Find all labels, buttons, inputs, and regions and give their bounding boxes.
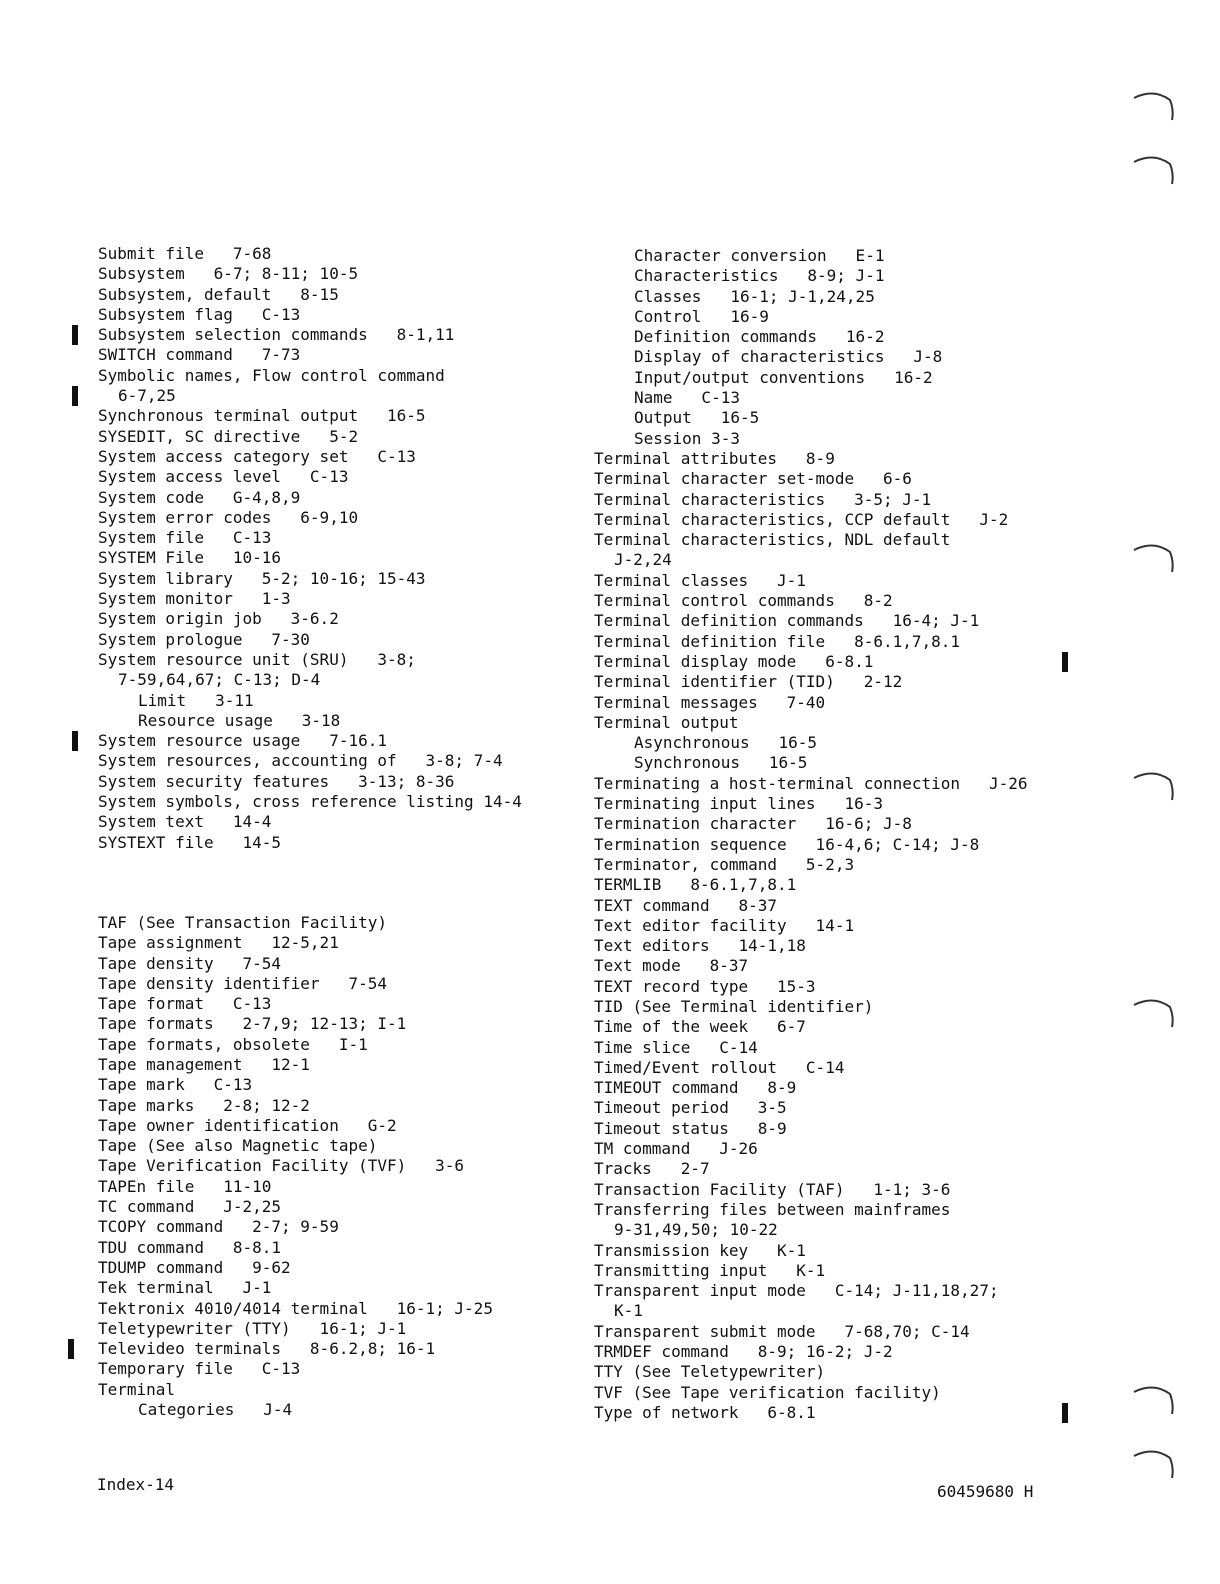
index-entry: Asynchronous 16-5 [634, 733, 818, 753]
index-entry: Subsystem, default 8-15 [98, 284, 339, 304]
index-entry: Subsystem 6-7; 8-11; 10-5 [98, 264, 359, 284]
index-entry: System access category set C-13 [98, 446, 416, 466]
index-column-left [98, 244, 578, 1420]
index-entry: System access level C-13 [98, 467, 349, 487]
index-entry: System monitor 1-3 [98, 589, 291, 609]
index-entry: Tape assignment 12-5,21 [98, 933, 339, 953]
index-entry: Temporary file C-13 [98, 1359, 301, 1379]
index-entry: Text editor facility 14-1 [594, 915, 855, 935]
index-entry: TERMLIB 8-6.1,7,8.1 [594, 875, 797, 895]
index-entry: Terminal display mode 6-8.1 [594, 652, 1114, 672]
index-entry: Termination character 16-6; J-8 [594, 814, 912, 834]
index-entry: Transaction Facility (TAF) 1-1; 3-6 [594, 1179, 951, 1199]
index-entry: Terminal characteristics 3-5; J-1 [594, 489, 932, 509]
index-entry: Subsystem flag C-13 [98, 304, 301, 324]
index-entry: Definition commands 16-2 [634, 327, 885, 347]
binder-hole-mark [1132, 88, 1176, 128]
index-entry: System security features 3-13; 8-36 [98, 771, 455, 791]
index-entry: Terminal character set-mode 6-6 [594, 469, 912, 489]
index-entry: Symbolic names, Flow control command [98, 365, 445, 385]
index-entry: TEXT command 8-37 [594, 895, 778, 915]
index-entry: Tape marks 2-8; 12-2 [98, 1095, 310, 1115]
index-entry: 7-59,64,67; C-13; D-4 [118, 670, 321, 690]
change-bar [1062, 1403, 1068, 1423]
index-entry: System resources, accounting of 3-8; 7-4 [98, 751, 503, 771]
change-bar [68, 1339, 74, 1359]
index-entry: Tape format C-13 [98, 994, 272, 1014]
page-label: Index-14 [97, 1475, 175, 1494]
index-entry: Terminating input lines 16-3 [594, 794, 883, 814]
index-entry: 6-7,25 [98, 386, 578, 406]
index-entry: Terminal [98, 1379, 176, 1399]
index-entry: Time of the week 6-7 [594, 1017, 806, 1037]
index-entry: Transmitting input K-1 [594, 1260, 826, 1280]
index-entry: Termination sequence 16-4,6; C-14; J-8 [594, 834, 980, 854]
change-bar [72, 325, 78, 345]
index-entry: Terminator, command 5-2,3 [594, 854, 855, 874]
index-entry: TRMDEF command 8-9; 16-2; J-2 [594, 1342, 893, 1362]
index-entry: Categories J-4 [138, 1400, 293, 1420]
index-entry: Tape density 7-54 [98, 953, 282, 973]
index-entry: SYSEDIT, SC directive 5-2 [98, 426, 359, 446]
binder-hole-mark [1132, 768, 1176, 808]
binder-hole-mark [1132, 540, 1176, 580]
index-entry: Terminal control commands 8-2 [594, 591, 893, 611]
index-entry: Terminal attributes 8-9 [594, 448, 835, 468]
index-entry: Terminal characteristics, CCP default J-2 [594, 509, 1009, 529]
index-entry: TCOPY command 2-7; 9-59 [98, 1217, 339, 1237]
index-entry: Terminal identifier (TID) 2-12 [594, 672, 903, 692]
index-entry: Terminal definition file 8-6.1,7,8.1 [594, 631, 961, 651]
index-entry: TAF (See Transaction Facility) [98, 912, 387, 932]
index-entry: Resource usage 3-18 [138, 710, 341, 730]
index-group-t [98, 913, 578, 1420]
index-entry: J-2,24 [614, 550, 672, 570]
index-entry: Transparent submit mode 7-68,70; C-14 [594, 1321, 970, 1341]
change-bar [72, 386, 78, 406]
section-gap [98, 853, 578, 913]
index-entry: 9-31,49,50; 10-22 [614, 1220, 778, 1240]
index-entry: Tape density identifier 7-54 [98, 973, 387, 993]
index-entry: Character conversion E-1 [634, 246, 885, 265]
index-entry: Terminal messages 7-40 [594, 692, 826, 712]
index-entry: Tracks 2-7 [594, 1159, 710, 1179]
index-entry: K-1 [614, 1301, 643, 1321]
index-entry: TVF (See Tape verification facility) [594, 1382, 941, 1402]
index-entry: Text editors 14-1,18 [594, 936, 806, 956]
index-entry: Terminal classes J-1 [594, 570, 806, 590]
index-entry: Timeout status 8-9 [594, 1118, 787, 1138]
index-entry: Subsystem selection commands 8-1,11 [98, 325, 578, 345]
index-entry: Transparent input mode C-14; J-11,18,27; [594, 1281, 999, 1301]
index-entry: TDUMP command 9-62 [98, 1257, 291, 1277]
index-entry: Classes 16-1; J-1,24,25 [634, 286, 875, 306]
index-entry: Televideo terminals 8-6.2,8; 16-1 [98, 1339, 578, 1359]
index-entry: System resource unit (SRU) 3-8; [98, 649, 416, 669]
index-entry: TC command J-2,25 [98, 1197, 282, 1217]
index-entry: Session 3-3 [634, 428, 740, 448]
index-entry: Terminal characteristics, NDL default [594, 530, 951, 550]
index-entry: Type of network 6-8.1 [594, 1403, 1114, 1423]
index-entry: TEXT record type 15-3 [594, 976, 816, 996]
index-entry: Tek terminal J-1 [98, 1278, 272, 1298]
index-entry: Timed/Event rollout C-14 [594, 1057, 845, 1077]
index-entry: SYSTEXT file 14-5 [98, 832, 282, 852]
index-entry: Tektronix 4010/4014 terminal 16-1; J-25 [98, 1298, 493, 1318]
index-entry: Text mode 8-37 [594, 956, 749, 976]
binder-hole-mark [1132, 152, 1176, 192]
index-entry: Control 16-9 [634, 306, 769, 326]
change-bar [1062, 652, 1068, 672]
binder-hole-mark [1132, 995, 1176, 1035]
index-entry: Output 16-5 [634, 408, 760, 428]
index-entry: Synchronous terminal output 16-5 [98, 406, 426, 426]
index-entry: SWITCH command 7-73 [98, 345, 301, 365]
index-entry: Tape owner identification G-2 [98, 1115, 397, 1135]
document-number: 60459680 H [937, 1482, 1034, 1501]
index-entry: Input/output conventions 16-2 [634, 367, 933, 387]
index-entry: System prologue 7-30 [98, 629, 310, 649]
index-entry: Transferring files between mainframes [594, 1199, 951, 1219]
index-entry: Tape management 12-1 [98, 1054, 310, 1074]
index-entry: Tape Verification Facility (TVF) 3-6 [98, 1156, 465, 1176]
index-entry: Terminal output [594, 712, 739, 732]
index-entry: Teletypewriter (TTY) 16-1; J-1 [98, 1318, 407, 1338]
index-entry: Characteristics 8-9; J-1 [634, 266, 885, 286]
index-entry: Display of characteristics J-8 [634, 347, 943, 367]
index-entry: TAPEn file 11-10 [98, 1176, 272, 1196]
index-entry: Terminal definition commands 16-4; J-1 [594, 611, 980, 631]
index-entry: Tape formats 2-7,9; 12-13; I-1 [98, 1014, 407, 1034]
index-group-terminal [594, 246, 1114, 1423]
index-entry: Timeout period 3-5 [594, 1098, 787, 1118]
index-entry: TID (See Terminal identifier) [594, 996, 874, 1016]
index-entry: TDU command 8-8.1 [98, 1237, 282, 1257]
index-entry: Limit 3-11 [138, 690, 254, 710]
index-entry: System error codes 6-9,10 [98, 507, 359, 527]
index-entry: TTY (See Teletypewriter) [594, 1362, 826, 1382]
index-entry: Name C-13 [634, 388, 740, 408]
index-entry: System file C-13 [98, 528, 272, 548]
index-entry: Tape formats, obsolete I-1 [98, 1034, 368, 1054]
index-entry: System library 5-2; 10-16; 15-43 [98, 568, 426, 588]
index-entry: TIMEOUT command 8-9 [594, 1078, 797, 1098]
index-entry: System symbols, cross reference listing 14-4 [98, 792, 522, 812]
index-entry: TM command J-26 [594, 1139, 758, 1159]
index-entry: System text 14-4 [98, 812, 272, 832]
index-entry: SYSTEM File 10-16 [98, 548, 282, 568]
index-entry: Tape mark C-13 [98, 1075, 253, 1095]
index-entry: System resource usage 7-16.1 [98, 731, 578, 751]
index-entry: System origin job 3-6.2 [98, 609, 339, 629]
index-group-s [98, 244, 578, 853]
index-entry: Transmission key K-1 [594, 1240, 806, 1260]
index-entry: Synchronous 16-5 [634, 753, 808, 773]
index-entry: System code G-4,8,9 [98, 487, 301, 507]
change-bar [72, 731, 78, 751]
index-entry: Tape (See also Magnetic tape) [98, 1136, 378, 1156]
binder-hole-mark [1132, 1382, 1176, 1422]
binder-hole-mark [1132, 1446, 1176, 1486]
index-column-right [594, 246, 1114, 1423]
index-entry: Terminating a host-terminal connection J-26 [594, 773, 1028, 793]
index-entry: Time slice C-14 [594, 1037, 758, 1057]
index-entry: Submit file 7-68 [98, 244, 272, 263]
